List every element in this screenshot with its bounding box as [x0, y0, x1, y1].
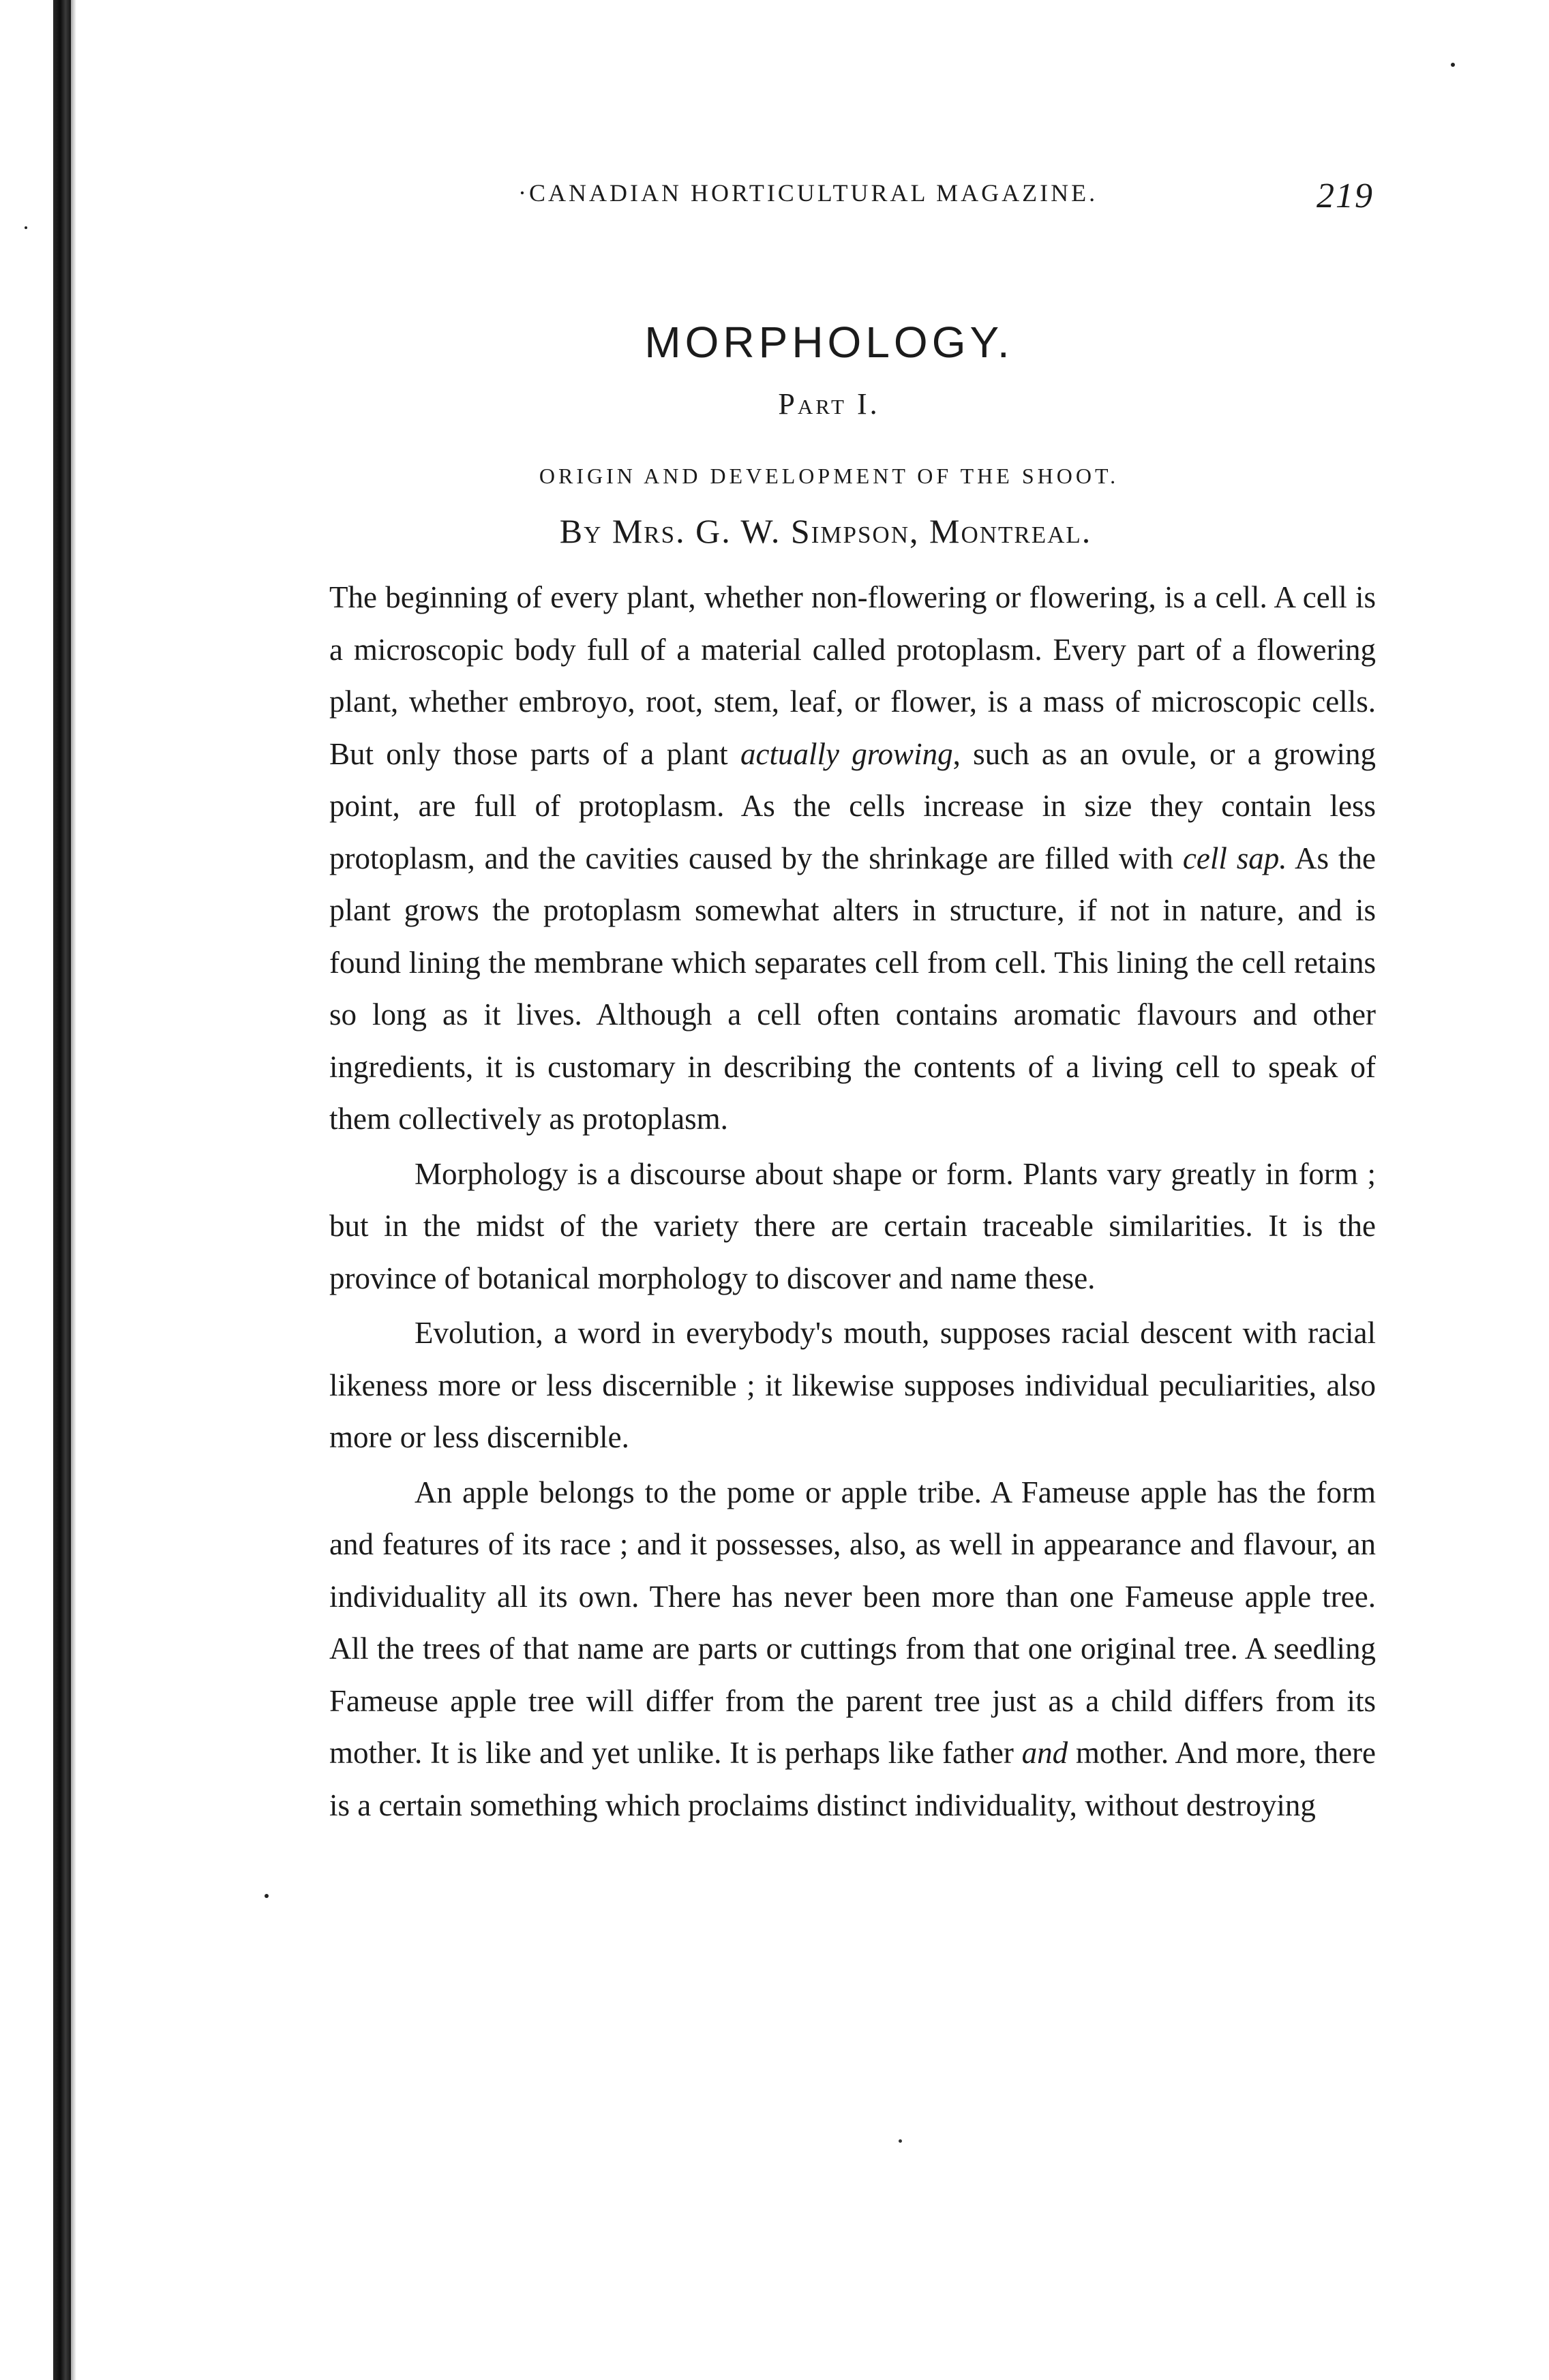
article-byline: By Mrs. G. W. Simpson, Montreal.	[559, 512, 1092, 550]
scan-speck	[25, 226, 27, 229]
emphasis: and	[1021, 1736, 1068, 1770]
paragraph: Evolution, a word in everybody's mouth, supposes racial descent with racial likeness more or less discernible ; it likewise supposes individual peculiarities, also more or less discernible.	[329, 1316, 1376, 1454]
paragraph	[329, 571, 1376, 1145]
paragraph-text: An apple belongs to the pome or apple tribe. A Fameuse apple has the form and features of its race ; and it possesses, also, as well in appearance and flavour, an individuality all its own. There has never been more than one Fameuse apple tree. All the trees of that name are parts or cuttings from that one original tree. A seedling Fameuse apple tree will differ from the parent tree just as a child differs from its mother. It is like and yet unlike. It is perhaps like father	[329, 1475, 1376, 1770]
paragraph: Morphology is a discourse about shape or form. Plants vary greatly in form ; but in the midst of the variety there are certain traceable similarities. It is the province of botanical morphology to discover and name these.	[329, 1156, 1376, 1295]
page-number: 219	[1317, 177, 1374, 215]
paragraph	[329, 1466, 1376, 1832]
paragraph-text: As the plant grows the protoplasm somewhat alters in structure, if not in nature, and is found lining the membrane which separates cell from cell. This lining the cell retains so long as it lives. Although a cell often contains aromatic flavours and other ingredients, it is customary in describing the contents of a living cell to speak of them collectively as protoplasm.	[329, 841, 1376, 1136]
paragraph-text: mother. And more, there is a certain something which proclaims distinct individuality, without destroying	[329, 1736, 1376, 1822]
paragraph-text: , such as an ovule, or a growing point, are full of protoplasm. As the cells increase in size they contain less protoplasm, and the cavities caused by the shrinkage are filled with	[329, 736, 1376, 875]
paragraph-text: The beginning of every plant, whether non-flowering or flowering, is a cell. A cell is a microscopic body full of a material called protoplasm. Every part of a flowering plant, whether embroyo, root, stem, leaf, or flower, is a mass of microscopic cells. But only those parts of a plant	[329, 580, 1376, 771]
page-header	[327, 179, 1374, 226]
scan-speck	[1451, 63, 1455, 67]
article-part: Part I.	[778, 387, 880, 421]
footer-mark	[899, 2139, 902, 2143]
scan-speck	[265, 1894, 269, 1898]
article-subtitle: ORIGIN AND DEVELOPMENT OF THE SHOOT.	[539, 464, 1119, 488]
article-body	[329, 571, 1376, 1831]
emphasis: actually growing	[740, 736, 953, 771]
running-title: ·CANADIAN HORTICULTURAL MAGAZINE.	[518, 179, 1098, 207]
emphasis: cell sap.	[1182, 841, 1287, 875]
article-title: MORPHOLOGY.	[644, 318, 1014, 367]
